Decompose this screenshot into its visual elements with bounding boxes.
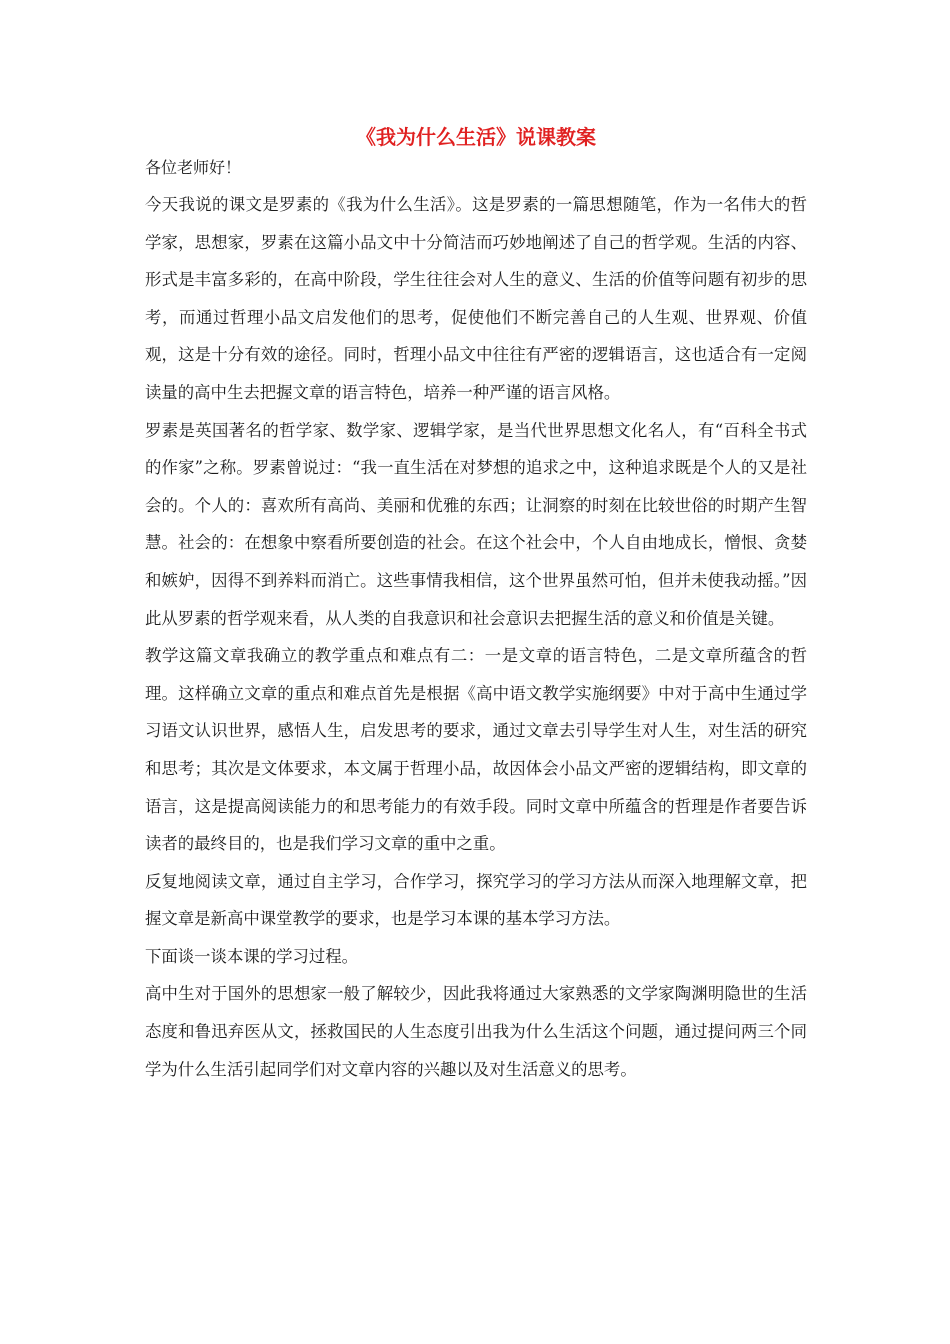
paragraph-russell-background: 罗素是英国著名的哲学家、数学家、逻辑学家，是当代世界思想文化名人，有“百科全书式的作家”之称。罗素曾说过：“我一直生活在对梦想的追求之中，这种追求既是个人的又是社会的。个人的：喜欢所有高尚、美丽和优雅的东西；让洞察的时刻在比较世俗的时期产生智慧。社会的：在想象中察看所要创造的社会。在这个社会中，个人自由地成长，憎恨、贪婪和嫉妒，因得不到养料而消亡。这些事情我相信，这个世界虽然可怕，但并未使我动摇。”因此从罗素的哲学观来看，从人类的自我意识和社会意识去把握生活的意义和价值是关键。 xyxy=(145,420,807,628)
paragraph-intro: 今天我说的课文是罗素的《我为什么生活》。这是罗素的一篇思想随笔，作为一名伟大的哲学家，思想家，罗素在这篇小品文中十分简洁而巧妙地阐述了自己的哲学观。生活的内容、形式是丰富多彩的，在高中阶段，学生往往会对人生的意义、生活的价值等问题有初步的思考，而通过哲理小品文启发他们的思考，促使他们不断完善自己的人生观、世界观、价值观，这是十分有效的途径。同时，哲理小品文中往往有严密的逻辑语言，这也适合有一定阅读量的高中生去把握文章的语言特色，培养一种严谨的语言风格。 xyxy=(145,195,807,402)
paragraph-learning-method: 反复地阅读文章，通过自主学习，合作学习，探究学习的学习方法从而深入地理解文章，把握文章是新高中课堂教学的要求，也是学习本课的基本学习方法。 xyxy=(145,871,807,929)
paragraph-teaching-focus: 教学这篇文章我确立的教学重点和难点有二：一是文章的语言特色，二是文章所蕴含的哲理。这样确立文章的重点和难点首先是根据《高中语文教学实施纲要》中对于高中生通过学习语文认识世界，感悟人生，启发思考的要求，通过文章去引导学生对人生，对生活的研究和思考；其次是文体要求，本文属于哲理小品，故因体会小品文严密的逻辑结构，即文章的语言，这是提高阅读能力的和思考能力的有效手段。同时文章中所蕴含的哲理是作者要告诉读者的最终目的，也是我们学习文章的重中之重。 xyxy=(145,646,807,854)
paragraph-lead-in: 高中生对于国外的思想家一般了解较少，因此我将通过大家熟悉的文学家陶渊明隐世的生活态度和鲁迅弃医从文，拯救国民的人生态度引出我为什么生活这个问题，通过提问两三个同学为什么生活引起同学们对文章内容的兴趣以及对生活意义的思考。 xyxy=(145,984,807,1079)
document-page xyxy=(145,118,807,1088)
paragraph-process-intro: 下面谈一谈本课的学习过程。 xyxy=(145,946,359,966)
document-title: 《我为什么生活》说课教案 xyxy=(356,125,596,149)
greeting-line: 各位老师好！ xyxy=(145,158,242,177)
